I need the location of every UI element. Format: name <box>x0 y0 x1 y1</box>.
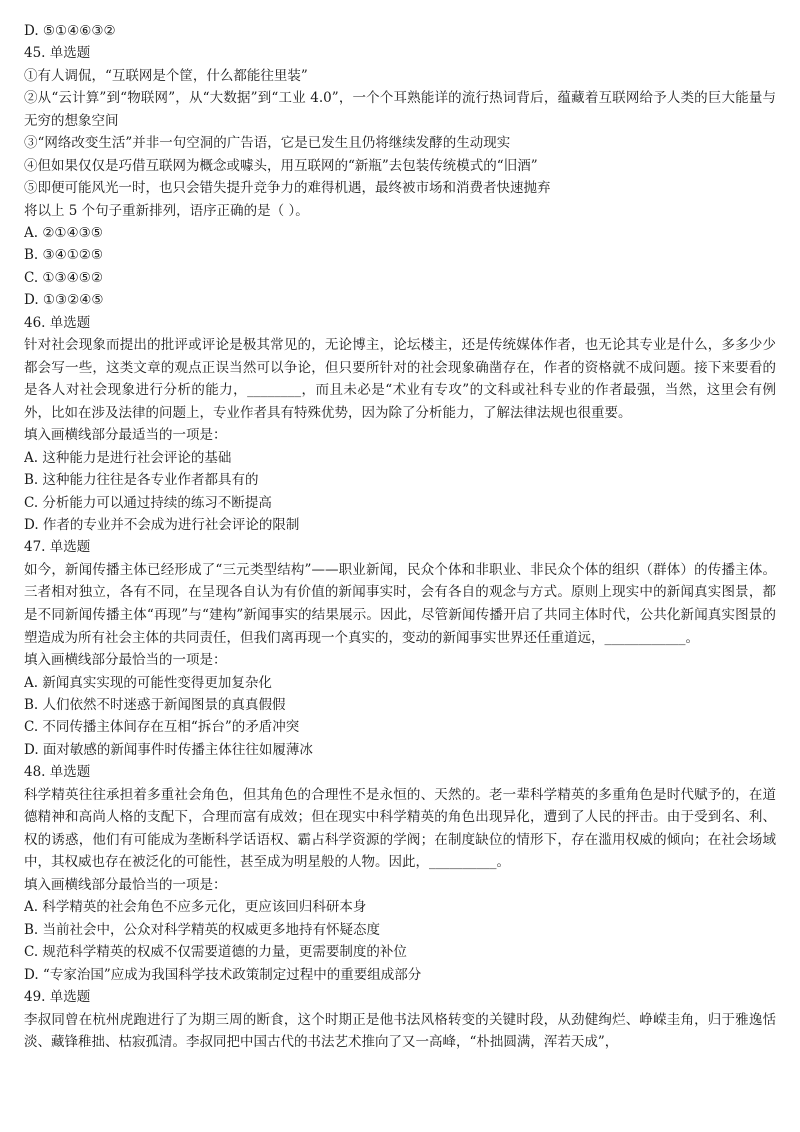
question-47 <box>24 536 776 761</box>
question-header: 48. 单选题 <box>24 764 91 781</box>
question-49 <box>24 986 776 1054</box>
question-prompt: 将以上 5 个句子重新排列，语序正确的是（ ）。 <box>24 202 309 219</box>
option-b: B. 人们依然不时迷惑于新闻图景的真真假假 <box>24 697 286 714</box>
option-b: B. 这种能力往往是各专业作者都具有的 <box>24 472 259 489</box>
option-c: C. 规范科学精英的权威不仅需要道德的力量，更需要制度的补位 <box>24 944 407 961</box>
option-d: D. ①③②④⑤ <box>24 292 104 309</box>
option-c: C. ①③④⑤② <box>24 269 103 286</box>
sentence-3: ③“网络改变生活”并非一句空洞的广告语，它是已发生且仍将继续发酵的生动现实 <box>24 135 511 152</box>
question-passage: 科学精英往往承担着多重社会角色，但其角色的合理性不是永恒的、天然的。老一辈科学精英的多重角色是时代赋予的，在道德精神和高尚人格的支配下，合理而富有成效；但在现实中科学精英的角色出现异化，遭到了人民的抨击。由于受到名、利、权的诱惑，他们有可能成为垄断科学话语权、霸占科学资源的学阀；在制度缺位的情形下，存在滥用权威的倾向；在社会场域中，其权威也存在被泛化的可能性，甚至成为明星般的人物。因此，__________。 <box>24 786 776 871</box>
option-c: C. 分析能力可以通过持续的练习不断提高 <box>24 494 272 511</box>
option-a: A. 新闻真实实现的可能性变得更加复杂化 <box>24 674 272 691</box>
option-a: A. ②①④③⑤ <box>24 225 103 242</box>
question-passage: 李叔同曾在杭州虎跑进行了为期三周的断食，这个时期正是他书法风格转变的关键时段，从劲健绚烂、峥嵘圭角，归于雅逸恬淡、藏锋稚拙、枯寂孤清。李叔同把中国古代的书法艺术推向了又一高峰，“朴拙圆满，浑若天成”， <box>24 1011 776 1051</box>
option-d: D. 面对敏感的新闻事件时传播主体往往如履薄冰 <box>24 741 313 758</box>
question-prompt: 填入画横线部分最恰当的一项是： <box>24 652 227 669</box>
question-prompt: 填入画横线部分最适当的一项是： <box>24 427 227 444</box>
question-46 <box>24 312 776 537</box>
option-b: B. 当前社会中，公众对科学精英的权威更多地持有怀疑态度 <box>24 921 381 938</box>
sentence-2: ②从“云计算”到“物联网”，从“大数据”到“工业 4.0”，一个个耳熟能详的流行热词背后，蕴藏着互联网给予人类的巨大能量与无穷的想象空间 <box>24 90 776 129</box>
question-header: 46. 单选题 <box>24 314 91 331</box>
question-passage: 针对社会现象而提出的批评或评论是极其常见的，无论博主，论坛楼主，还是传统媒体作者，也无论其专业是什么，多多少少都会写一些，这类文章的观点正误当然可以争论，但只要所针对的社会现象确凿存在，作者的资格就不成问题。接下来要看的是各人对社会现象进行分析的能力，________，而且未必是“术业有专攻”的文科或社科专业的作者最强，当然，这里会有例外，比如在涉及法律的问题上，专业作者具有特殊优势，因为除了分析能力，了解法律法规也很重要。 <box>24 337 776 421</box>
question-header: 47. 单选题 <box>24 539 91 556</box>
prev-question-option-d: D. ⑤①④⑥③② <box>24 23 116 39</box>
option-d: D. “专家治国”应成为我国科学技术政策制定过程中的重要组成部分 <box>24 966 422 983</box>
question-header: 49. 单选题 <box>24 989 91 1006</box>
sentence-5: ⑤即便可能风光一时，也只会错失提升竞争力的难得机遇，最终被市场和消费者快速抛弃 <box>24 180 551 197</box>
question-prompt: 填入画横线部分最恰当的一项是： <box>24 877 227 894</box>
option-c: C. 不同传播主体间存在互相“拆台”的矛盾冲突 <box>24 719 300 736</box>
question-header: 45. 单选题 <box>24 45 91 62</box>
option-d: D. 作者的专业并不会成为进行社会评论的限制 <box>24 517 300 534</box>
option-a: A. 这种能力是进行社会评论的基础 <box>24 449 232 466</box>
option-a: A. 科学精英的社会角色不应多元化，更应该回归科研本身 <box>24 899 367 916</box>
sentence-4: ④但如果仅仅是巧借互联网为概念或噱头，用互联网的“新瓶”去包装传统模式的“旧酒” <box>24 157 538 174</box>
option-b: B. ③④①②⑤ <box>24 247 104 264</box>
sentence-1: ①有人调侃，“互联网是个筐，什么都能往里装” <box>24 67 308 84</box>
question-45 <box>24 42 776 311</box>
question-passage: 如今，新闻传播主体已经形成了“三元类型结构”——职业新闻，民众个体和非职业、非民众个体的组织（群体）的传播主体。三者相对独立，各有不同，在呈现各自认为有价值的新闻事实时，会有各自的观念与方式。原则上现实中的新闻真实图景，都是不同新闻传播主体“再现”与“建构”新闻事实的结果展示。因此，尽管新闻传播开启了共同主体时代，公共化新闻真实图景的塑造成为所有社会主体的共同责任，但我们离再现一个真实的，变动的新闻事实世界还任重道远，____________。 <box>24 561 776 646</box>
question-48 <box>24 761 776 986</box>
